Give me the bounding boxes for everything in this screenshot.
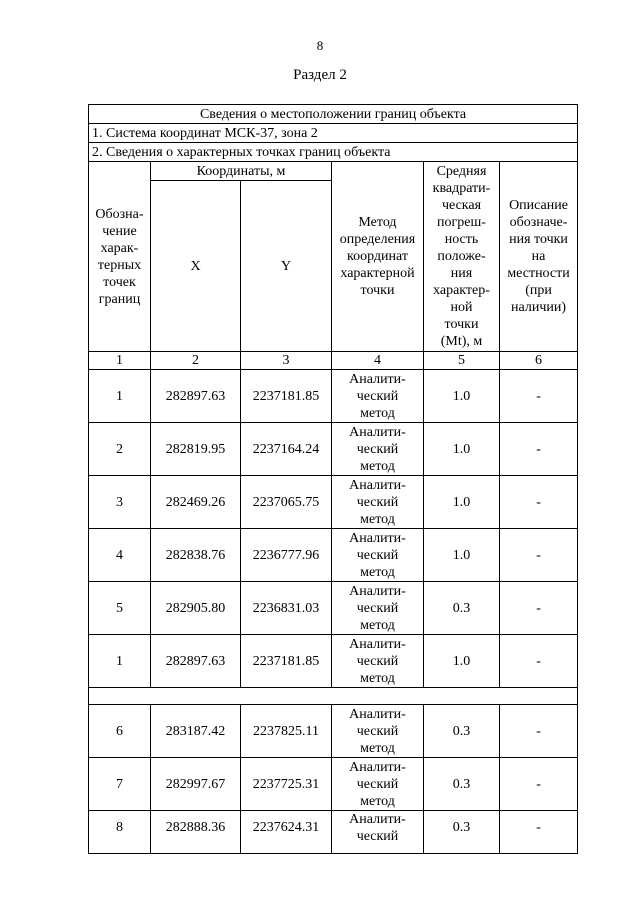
header-method xyxy=(332,162,424,352)
point-number-cell: 6 xyxy=(89,705,151,758)
point-number-cell: 5 xyxy=(89,582,151,635)
header-line: ность xyxy=(444,232,479,247)
header-line: квадрати- xyxy=(432,181,491,196)
method-cell xyxy=(332,582,424,635)
table-row xyxy=(89,758,578,811)
method-line: Аналити- xyxy=(349,636,406,652)
x-coordinate-cell: 282888.36 xyxy=(151,811,241,854)
header-line: погреш- xyxy=(437,215,486,230)
point-number-cell: 1 xyxy=(89,370,151,423)
y-coordinate-cell: 2237065.75 xyxy=(241,476,332,529)
method-line: метод xyxy=(360,564,395,580)
x-coordinate-cell: 282819.95 xyxy=(151,423,241,476)
method-line: Аналити- xyxy=(349,759,406,775)
y-coordinate-cell: 2237181.85 xyxy=(241,370,332,423)
method-line: Аналити- xyxy=(349,371,406,387)
column-number: 1 xyxy=(89,352,151,370)
description-cell: - xyxy=(500,811,578,854)
accuracy-cell: 1.0 xyxy=(424,529,500,582)
method-cell xyxy=(332,476,424,529)
method-line: ческий xyxy=(356,547,399,563)
header-line: координат xyxy=(347,249,408,264)
x-coordinate-cell: 282897.63 xyxy=(151,370,241,423)
column-number: 6 xyxy=(500,352,578,370)
column-number: 2 xyxy=(151,352,241,370)
method-line: ческий xyxy=(356,776,399,792)
header-line: положе- xyxy=(437,249,486,264)
method-line: метод xyxy=(360,670,395,686)
coord-system: 1. Система координат МСК-37, зона 2 xyxy=(89,124,578,143)
column-numbers-row xyxy=(89,352,578,370)
y-coordinate-cell: 2237725.31 xyxy=(241,758,332,811)
accuracy-cell: 0.3 xyxy=(424,811,500,854)
point-number-cell: 2 xyxy=(89,423,151,476)
header-line: терных xyxy=(97,257,142,273)
x-coordinate-cell: 282997.67 xyxy=(151,758,241,811)
header-line: чение xyxy=(102,223,137,239)
point-number-cell: 4 xyxy=(89,529,151,582)
separator-row xyxy=(89,688,578,705)
header-line: точки xyxy=(444,317,479,332)
point-number-cell: 3 xyxy=(89,476,151,529)
table-row xyxy=(89,476,578,529)
table-row xyxy=(89,529,578,582)
header-line: наличии) xyxy=(511,300,567,315)
method-cell xyxy=(332,811,424,854)
accuracy-cell: 1.0 xyxy=(424,635,500,688)
header-y: Y xyxy=(241,181,332,352)
table-row xyxy=(89,705,578,758)
description-cell: - xyxy=(500,476,578,529)
description-cell: - xyxy=(500,635,578,688)
header-line: (при xyxy=(525,283,552,298)
header-line: границ xyxy=(98,291,141,307)
point-number-cell: 1 xyxy=(89,635,151,688)
method-line: метод xyxy=(360,793,395,809)
column-number: 4 xyxy=(332,352,424,370)
accuracy-cell: 0.3 xyxy=(424,758,500,811)
method-cell xyxy=(332,705,424,758)
y-coordinate-cell: 2237624.31 xyxy=(241,811,332,854)
description-cell: - xyxy=(500,423,578,476)
method-line: ческий xyxy=(356,723,399,739)
method-cell xyxy=(332,370,424,423)
header-line: определения xyxy=(339,232,416,247)
method-cell xyxy=(332,758,424,811)
method-line: Аналити- xyxy=(349,583,406,599)
header-line: ной xyxy=(450,300,473,315)
x-coordinate-cell: 283187.42 xyxy=(151,705,241,758)
method-line: Аналити- xyxy=(349,477,406,493)
point-number-cell: 7 xyxy=(89,758,151,811)
method-cell xyxy=(332,423,424,476)
x-coordinate-cell: 282469.26 xyxy=(151,476,241,529)
section-title: Раздел 2 xyxy=(293,67,347,83)
header-line: ния точки xyxy=(509,232,568,247)
x-coordinate-cell: 282838.76 xyxy=(151,529,241,582)
boundary-points-table xyxy=(88,104,578,854)
table-row xyxy=(89,370,578,423)
header-line: Обозна- xyxy=(95,206,144,222)
description-cell: - xyxy=(500,370,578,423)
method-line: ческий xyxy=(356,600,399,616)
header-line: ния xyxy=(450,266,473,281)
header-x: X xyxy=(151,181,241,352)
method-line: ческий xyxy=(356,388,399,404)
header-line: Средняя xyxy=(436,164,487,179)
header-line: Описание xyxy=(509,198,568,213)
accuracy-cell: 1.0 xyxy=(424,370,500,423)
y-coordinate-cell: 2237181.85 xyxy=(241,635,332,688)
y-coordinate-cell: 2237825.11 xyxy=(241,705,332,758)
accuracy-cell: 0.3 xyxy=(424,705,500,758)
method-line: метод xyxy=(360,511,395,527)
method-line: ческий xyxy=(356,494,399,510)
header-line: обозначе- xyxy=(509,215,568,230)
method-line: ческий xyxy=(356,829,399,844)
method-line: ческий xyxy=(356,441,399,457)
method-line: метод xyxy=(360,617,395,633)
accuracy-cell: 1.0 xyxy=(424,423,500,476)
method-line: метод xyxy=(360,740,395,756)
method-line: ческий xyxy=(356,653,399,669)
table-row xyxy=(89,635,578,688)
method-line: Аналити- xyxy=(349,424,406,440)
header-line: ческая xyxy=(441,198,482,213)
y-coordinate-cell: 2236831.03 xyxy=(241,582,332,635)
y-coordinate-cell: 2236777.96 xyxy=(241,529,332,582)
x-coordinate-cell: 282897.63 xyxy=(151,635,241,688)
table-row xyxy=(89,811,578,854)
points-header: 2. Сведения о характерных точках границ объекта xyxy=(89,143,578,162)
page-number: 8 xyxy=(316,38,324,53)
y-coordinate-cell: 2237164.24 xyxy=(241,423,332,476)
point-number-cell: 8 xyxy=(89,811,151,854)
header-line: Метод xyxy=(358,215,397,230)
method-line: Аналити- xyxy=(349,706,406,722)
table-row xyxy=(89,423,578,476)
accuracy-cell: 1.0 xyxy=(424,476,500,529)
header-line: точки xyxy=(360,283,395,298)
header-coordinates: Координаты, м xyxy=(151,162,332,181)
table-title: Сведения о местоположении границ объекта xyxy=(89,105,578,124)
header-line: на xyxy=(531,249,546,264)
header-accuracy xyxy=(424,162,500,352)
method-line: метод xyxy=(360,458,395,474)
header-description xyxy=(500,162,578,352)
column-number: 5 xyxy=(424,352,500,370)
table-row xyxy=(89,582,578,635)
header-line: характер- xyxy=(433,283,490,298)
header-line: точек xyxy=(103,274,136,290)
accuracy-cell: 0.3 xyxy=(424,582,500,635)
header-line: характерной xyxy=(340,266,415,281)
description-cell: - xyxy=(500,529,578,582)
separator-cell xyxy=(89,688,578,705)
column-number: 3 xyxy=(241,352,332,370)
description-cell: - xyxy=(500,582,578,635)
header-line: (Mt), м xyxy=(440,334,483,349)
method-cell xyxy=(332,635,424,688)
header-line: местности xyxy=(507,266,570,281)
method-line: метод xyxy=(360,405,395,421)
header-designation xyxy=(89,162,151,352)
description-cell: - xyxy=(500,758,578,811)
method-cell xyxy=(332,529,424,582)
x-coordinate-cell: 282905.80 xyxy=(151,582,241,635)
description-cell: - xyxy=(500,705,578,758)
method-line: Аналити- xyxy=(349,812,406,827)
header-line: харак- xyxy=(100,240,139,256)
method-line: Аналити- xyxy=(349,530,406,546)
